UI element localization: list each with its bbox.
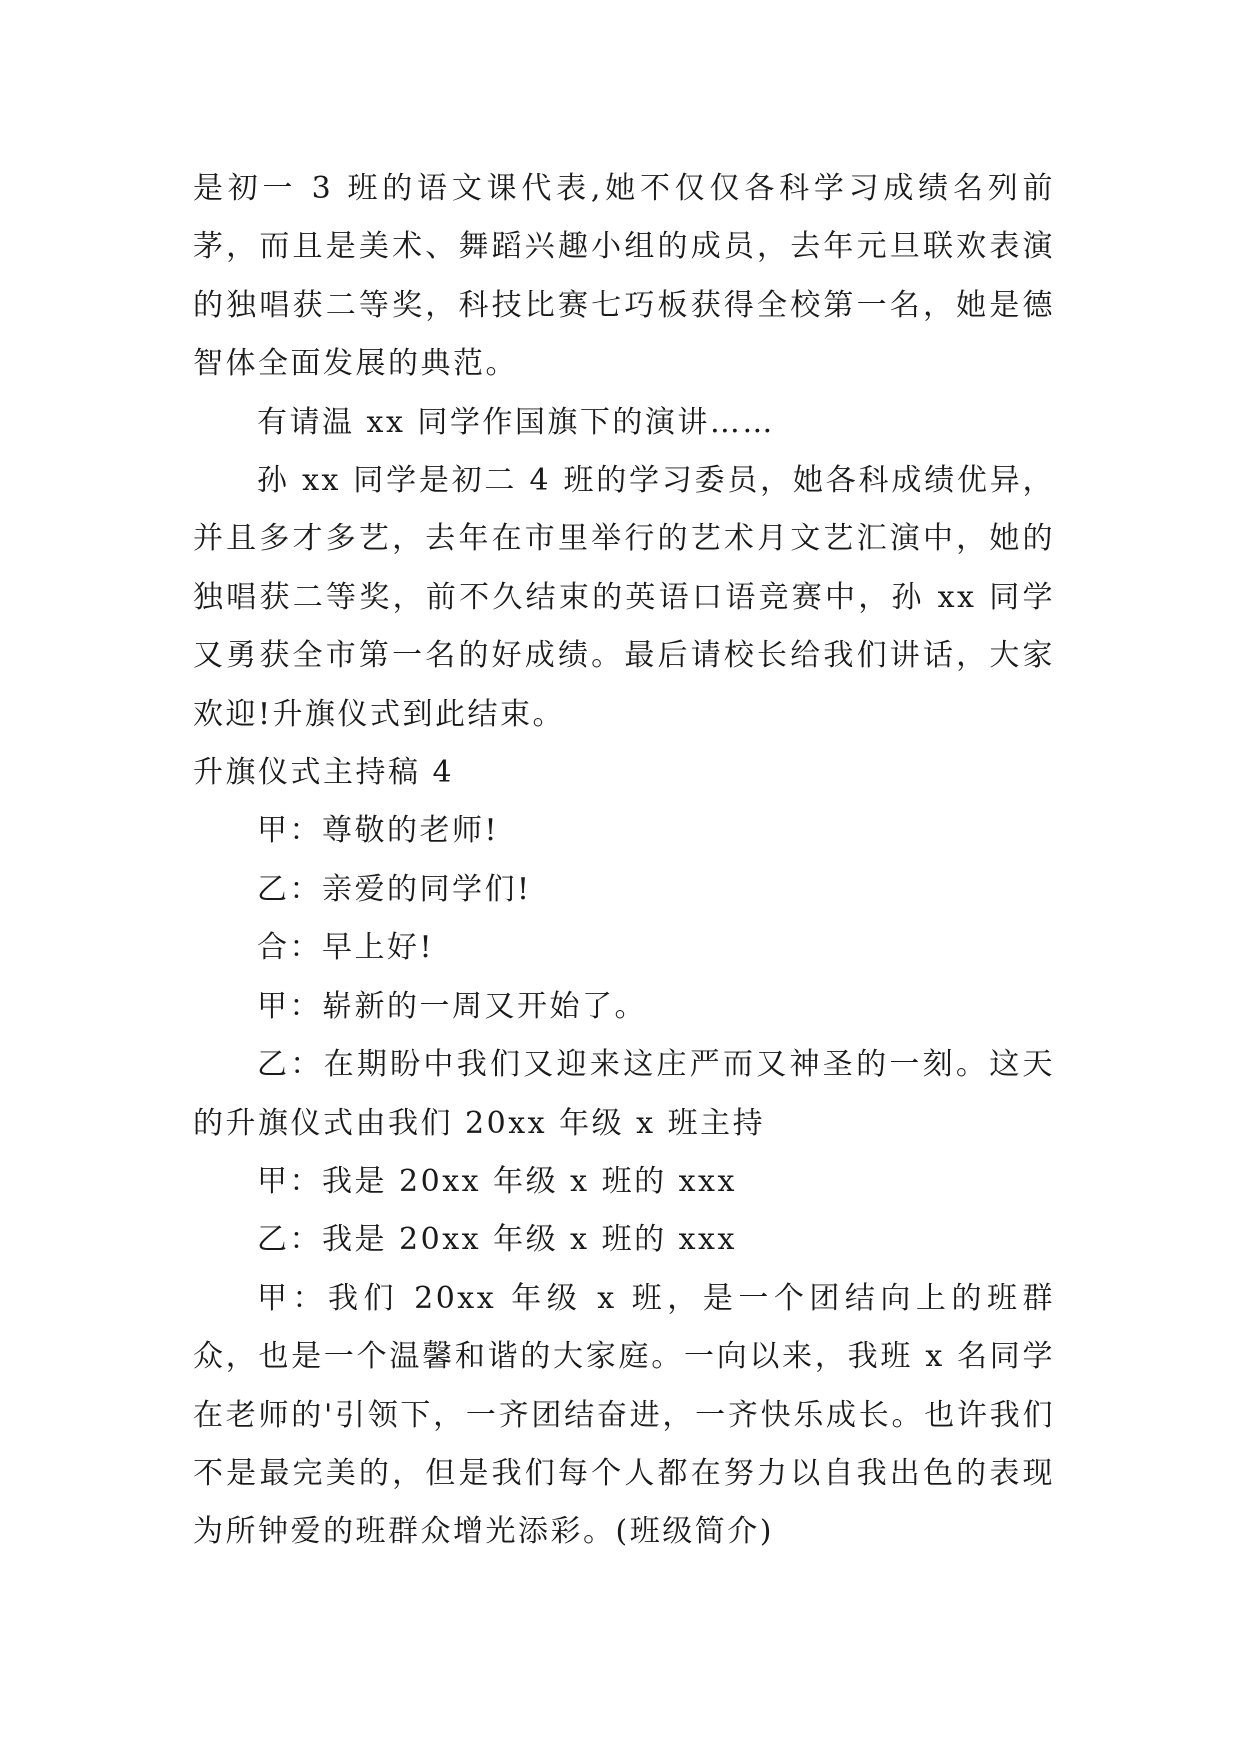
dialogue-line: 甲：崭新的一周又开始了。 <box>257 988 647 1024</box>
dialogue-line: 合：早上好! <box>257 930 435 966</box>
paragraph-student-sun-intro: 孙 xx 同学是初二 4 班的学习委员，她各科成绩优异，并且多才多艺，去年在市里举行的艺术月文艺汇演中，她的独唱获二等奖，前不久结束的英语口语竞赛中，孙 xx 同学又勇获全市第一名的好成绩。最后请校长给我们讲话，大家欢迎!升旗仪式到此结束。 <box>193 463 1055 732</box>
dialogue-line: 乙：亲爱的同学们! <box>257 871 532 907</box>
section-heading: 升旗仪式主持稿 4 <box>193 755 455 791</box>
paragraph-speech-invite: 有请温 xx 同学作国旗下的演讲…… <box>257 404 775 440</box>
dialogue-line: 甲：我是 20xx 年级 x 班的 xxx <box>257 1163 737 1199</box>
dialogue-line: 甲：尊敬的老师! <box>257 813 500 849</box>
dialogue-line: 乙：在期盼中我们又迎来这庄严而又神圣的一刻。这天的升旗仪式由我们 20xx 年级 x 班主持 <box>193 1047 1055 1141</box>
dialogue-line: 甲：我们 20xx 年级 x 班，是一个团结向上的班群众，也是一个温馨和谐的大家庭。一向以来，我班 x 名同学在老师的'引领下，一齐团结奋进，一齐快乐成长。也许我们不是最完美的，但是我们每个人都在努力以自我出色的表现为所钟爱的班群众增光添彩。(班级简介) <box>193 1280 1055 1550</box>
paragraph-class-rep-intro: 是初一 3 班的语文课代表,她不仅仅各科学习成绩名列前茅，而且是美术、舞蹈兴趣小组的成员，去年元旦联欢表演的独唱获二等奖，科技比赛七巧板获得全校第一名，她是德智体全面发展的典范。 <box>193 171 1055 382</box>
dialogue-line: 乙：我是 20xx 年级 x 班的 xxx <box>257 1222 737 1258</box>
document-body <box>193 160 1055 1562</box>
